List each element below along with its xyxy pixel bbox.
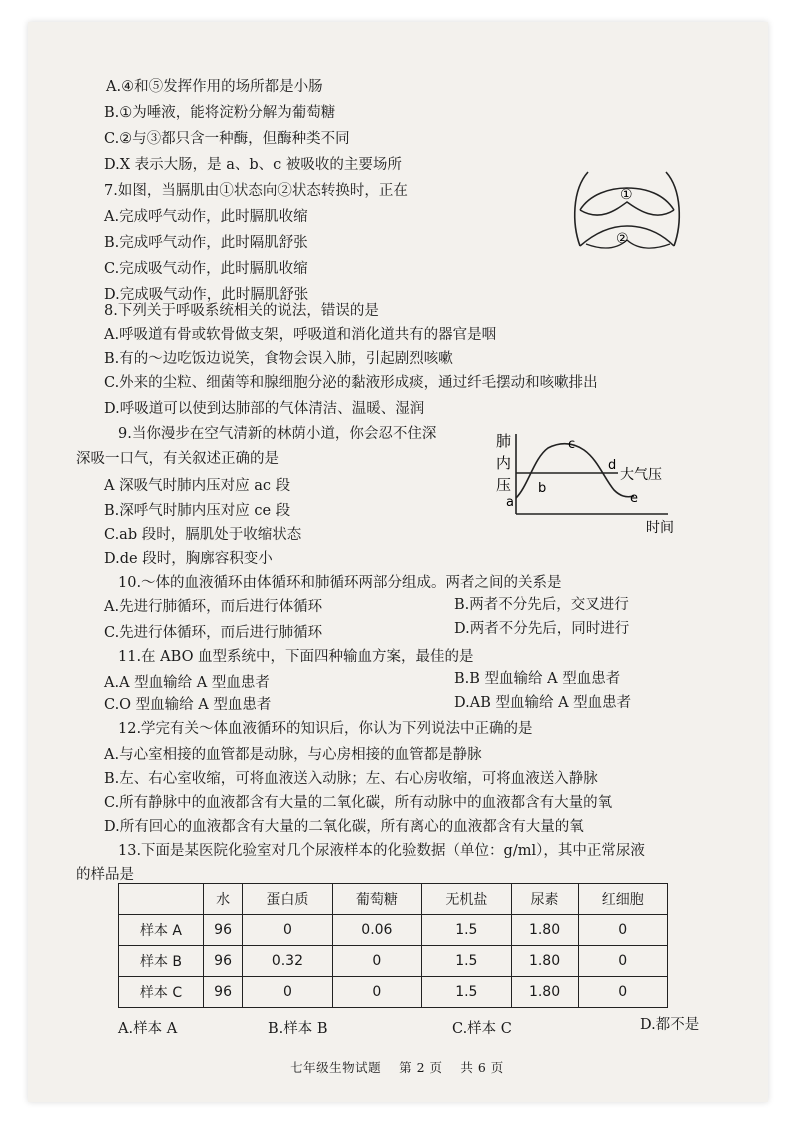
table-cell: 0 bbox=[578, 977, 667, 1008]
graph-y-label-2: 内 bbox=[496, 454, 512, 472]
q11-option-a: A.A 型血输给 A 型血患者 bbox=[104, 675, 270, 691]
q12-option-b: B.左、右心室收缩，可将血液送入动脉；左、右心房收缩，可将血液送入静脉 bbox=[104, 771, 598, 787]
table-cell: 1.5 bbox=[422, 977, 511, 1008]
q11-option-d: D.AB 型血输给 A 型血患者 bbox=[454, 695, 632, 711]
table-header-row bbox=[119, 884, 668, 915]
table-header-cell: 无机盐 bbox=[422, 884, 511, 915]
table-row bbox=[119, 977, 668, 1008]
q13-option-c: C.样本 C bbox=[452, 1021, 512, 1037]
table-cell: 96 bbox=[204, 977, 243, 1008]
q7-option-d: D.完成吸气动作，此时膈肌舒张 bbox=[104, 287, 309, 303]
q12-stem: 12.学完有关～体血液循环的知识后，你认为下列说法中正确的是 bbox=[118, 721, 533, 737]
table-header-cell: 尿素 bbox=[511, 884, 578, 915]
q9-stem-line-1: 9.当你漫步在空气清新的林荫小道，你会忍不住深 bbox=[118, 426, 437, 442]
table-cell: 0.32 bbox=[243, 946, 332, 977]
diaphragm-label-1: ① bbox=[620, 187, 633, 203]
table-cell: 样本 C bbox=[119, 977, 204, 1008]
table-cell: 0 bbox=[578, 915, 667, 946]
graph-y-label-3: 压 bbox=[496, 476, 512, 494]
graph-point-e: e bbox=[630, 491, 638, 506]
table-header-cell bbox=[119, 884, 204, 915]
q13-option-d: D.都不是 bbox=[640, 1017, 700, 1033]
q7-option-c: C.完成吸气动作，此时膈肌收缩 bbox=[104, 261, 308, 277]
table-row bbox=[119, 946, 668, 977]
graph-point-c: c bbox=[568, 437, 576, 452]
footer-page-number: 第 2 页 bbox=[399, 1060, 443, 1075]
table-cell: 1.5 bbox=[422, 915, 511, 946]
q11-option-b: B.B 型血输给 A 型血患者 bbox=[454, 671, 621, 687]
table-header-cell: 水 bbox=[204, 884, 243, 915]
table-cell: 0 bbox=[243, 915, 332, 946]
q10-option-b: B.两者不分先后，交叉进行 bbox=[454, 597, 629, 613]
q9-stem-line-2: 深吸一口气，有关叙述正确的是 bbox=[76, 451, 279, 467]
table-cell: 0 bbox=[578, 946, 667, 977]
table-cell: 1.80 bbox=[511, 977, 578, 1008]
table-row bbox=[119, 915, 668, 946]
diaphragm-state-1-lower bbox=[580, 202, 674, 215]
table-cell: 0 bbox=[243, 977, 332, 1008]
footer-subject: 七年级生物试题 bbox=[290, 1060, 382, 1075]
table-cell: 0 bbox=[332, 946, 421, 977]
q6-option-c: C.②与③都只含一种酶，但酶种类不同 bbox=[104, 131, 350, 147]
q8-option-c: C.外来的尘粒、细菌等和腺细胞分泌的黏液形成痰，通过纤毛摆动和咳嗽排出 bbox=[104, 375, 598, 391]
table-cell: 样本 A bbox=[119, 915, 204, 946]
q8-option-b: B.有的～边吃饭边说笑，食物会误入肺，引起剧烈咳嗽 bbox=[104, 351, 453, 367]
table-cell: 96 bbox=[204, 915, 243, 946]
q8-option-d: D.呼吸道可以使到达肺部的气体清洁、温暖、湿润 bbox=[104, 401, 425, 417]
q7-option-b: B.完成呼气动作，此时隔肌舒张 bbox=[104, 235, 308, 251]
q9-option-c: C.ab 段时，膈肌处于收缩状态 bbox=[104, 527, 302, 543]
q8-stem: 8.下列关于呼吸系统相关的说法，错误的是 bbox=[104, 303, 379, 319]
table-header-cell: 红细胞 bbox=[578, 884, 667, 915]
table-cell: 0 bbox=[332, 977, 421, 1008]
q6-option-d: D.X 表示大肠，是 a、b、c 被吸收的主要场所 bbox=[104, 157, 402, 173]
q7-option-a: A.完成呼气动作，此时膈肌收缩 bbox=[104, 209, 308, 225]
q13-option-a: A.样本 A bbox=[118, 1021, 178, 1037]
page-footer bbox=[0, 1058, 794, 1076]
q11-option-c: C.O 型血输给 A 型血患者 bbox=[104, 697, 272, 713]
table-cell: 96 bbox=[204, 946, 243, 977]
table-header-cell: 葡萄糖 bbox=[332, 884, 421, 915]
q6-option-a: A.④和⑤发挥作用的场所都是小肠 bbox=[106, 79, 323, 95]
q10-option-c: C.先进行体循环，而后进行肺循环 bbox=[104, 625, 323, 641]
graph-point-d: d bbox=[608, 458, 617, 473]
q13-stem-line-2: 的样品是 bbox=[76, 867, 134, 883]
q9-option-b: B.深呼气时肺内压对应 ce 段 bbox=[104, 503, 291, 519]
q12-option-d: D.所有回心的血液都含有大量的二氧化碳，所有离心的血液都含有大量的氧 bbox=[104, 819, 584, 835]
graph-point-b: b bbox=[538, 481, 547, 496]
q10-stem: 10.～体的血液循环由体循环和肺循环两部分组成。两者之间的关系是 bbox=[118, 575, 562, 591]
footer-total-pages: 共 6 页 bbox=[460, 1060, 504, 1075]
table-cell: 0.06 bbox=[332, 915, 421, 946]
q11-stem: 11.在 ABO 血型系统中，下面四种输血方案，最佳的是 bbox=[118, 649, 474, 665]
table-cell: 1.5 bbox=[422, 946, 511, 977]
graph-y-label-1: 肺 bbox=[496, 432, 512, 450]
table-cell: 样本 B bbox=[119, 946, 204, 977]
graph-point-a: a bbox=[506, 495, 514, 510]
table-cell: 1.80 bbox=[511, 946, 578, 977]
diaphragm-figure bbox=[566, 160, 688, 260]
q10-option-d: D.两者不分先后，同时进行 bbox=[454, 621, 630, 637]
q6-option-b: B.①为唾液，能将淀粉分解为葡萄糖 bbox=[104, 105, 336, 121]
atmospheric-pressure-label: 大气压 bbox=[620, 467, 662, 483]
q12-option-c: C.所有静脉中的血液都含有大量的二氧化碳，所有动脉中的血液都含有大量的氧 bbox=[104, 795, 613, 811]
table-header-cell: 蛋白质 bbox=[243, 884, 332, 915]
q9-option-d: D.de 段时，胸廓容积变小 bbox=[104, 551, 273, 567]
q7-stem: 7.如图，当膈肌由①状态向②状态转换时，正在 bbox=[104, 183, 408, 199]
q10-option-a: A.先进行肺循环，而后进行体循环 bbox=[104, 599, 323, 615]
diaphragm-label-2: ② bbox=[616, 231, 629, 247]
urine-sample-table bbox=[118, 883, 668, 1008]
table-cell: 1.80 bbox=[511, 915, 578, 946]
q8-option-a: A.呼吸道有骨或软骨做支架，呼吸道和消化道共有的器官是咽 bbox=[104, 327, 497, 343]
q13-option-b: B.样本 B bbox=[268, 1021, 328, 1037]
q12-option-a: A.与心室相接的血管都是动脉，与心房相接的血管都是静脉 bbox=[104, 747, 482, 763]
q9-option-a: A 深吸气时肺内压对应 ac 段 bbox=[104, 478, 291, 494]
lung-pressure-graph bbox=[488, 426, 688, 536]
q13-stem-line-1: 13.下面是某医院化验室对几个尿液样本的化验数据（单位：g/ml），其中正常尿液 bbox=[118, 843, 645, 859]
graph-x-label: 时间 bbox=[646, 520, 674, 536]
